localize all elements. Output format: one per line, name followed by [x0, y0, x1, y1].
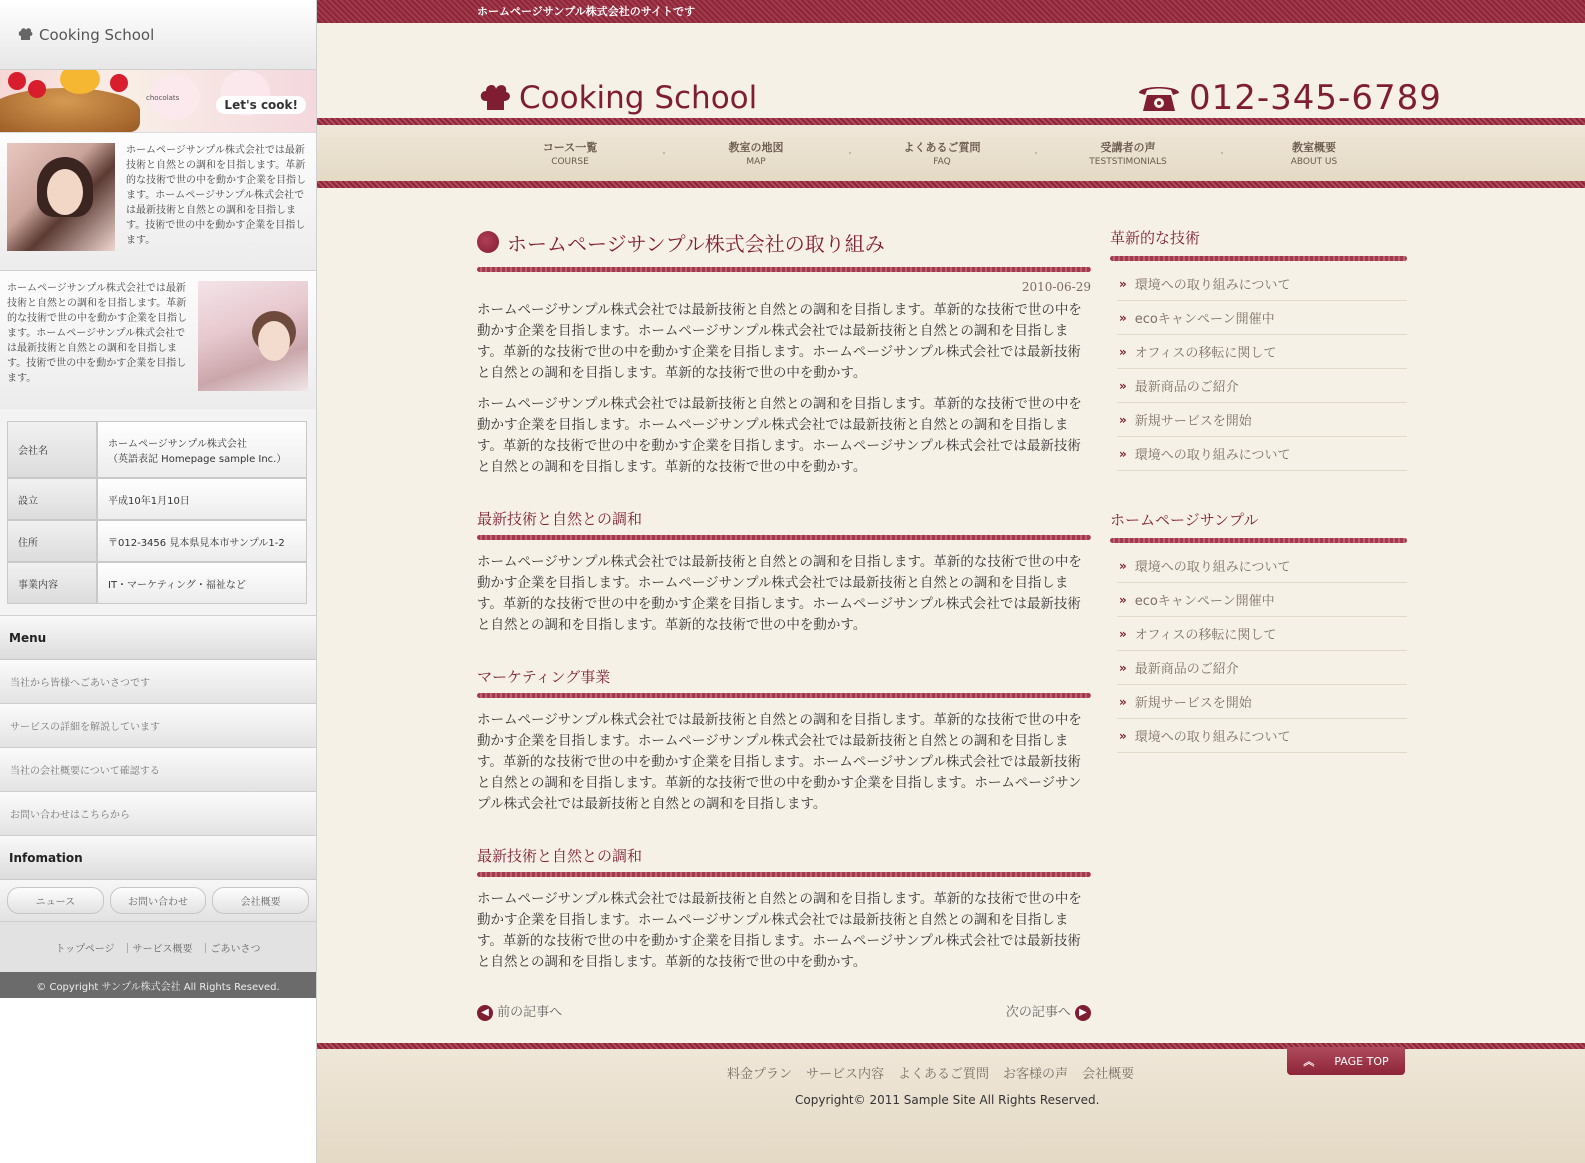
- paragraph: ホームページサンプル株式会社では最新技術と自然との調和を目指します。革新的な技術で世の中を動かす企業を目指します。ホームページサンプル株式会社では最新技術と自然との調和を目指します。革新的な技術で世の中を動かす企業を目指します。ホームページサンプル株式会社では最新技術と自然との調和を目指します。革新的な技術で世の中を動かす。: [477, 891, 1082, 970]
- double-chevron-icon: »: [1119, 344, 1127, 359]
- phone-text: 012-345-6789: [1189, 78, 1442, 118]
- paragraph: ホームページサンプル株式会社では最新技術と自然との調和を目指します。革新的な技術で世の中を動かす企業を目指します。ホームページサンプル株式会社では最新技術と自然との調和を目指します。革新的な技術で世の中を動かす企業を目指します。ホームページサンプル株式会社では最新技術と自然との調和を目指します。革新的な技術で世の中を動かす。: [477, 396, 1082, 475]
- footer-link-voices[interactable]: お客様の声: [1003, 1067, 1069, 1082]
- post-date: 2010-06-29: [1021, 280, 1091, 294]
- left-sidebar: [0, 0, 317, 1163]
- table-key: 会社名: [7, 421, 97, 478]
- sidebar-copyright: © Copyright サンプル株式会社 All Rights Reseved.: [0, 972, 316, 998]
- profile-text: ホームページサンプル株式会社では最新技術と自然との調和を目指します。革新的な技術で世の中を動かす企業を目指します。ホームページサンプル株式会社では最新技術と自然との調和を目指します。技術で世の中を動かす企業を目指します。: [126, 145, 306, 246]
- main-article: [477, 225, 1091, 1021]
- title-bullet-icon: [477, 231, 499, 253]
- footer-link-about[interactable]: 会社概要: [1082, 1067, 1135, 1082]
- double-chevron-icon: »: [1119, 310, 1127, 325]
- banner-lets-cook: Let's cook!: [216, 96, 306, 114]
- info-heading: Infomation: [0, 836, 316, 880]
- footer-link-faq[interactable]: よくあるご質問: [898, 1067, 990, 1082]
- divider: [1110, 538, 1407, 543]
- section-heading: 最新技術と自然との調和: [477, 847, 643, 865]
- side-link[interactable]: » 環境への取り組みについて: [1117, 549, 1407, 583]
- menu-item-contact[interactable]: お問い合わせはこちらから: [0, 792, 316, 836]
- side-link[interactable]: » オフィスの移転に関して: [1117, 617, 1407, 651]
- side-link[interactable]: » 新規サービスを開始: [1117, 685, 1407, 719]
- contact-button[interactable]: お問い合わせ: [110, 887, 207, 914]
- site-footer: [317, 1043, 1585, 1163]
- divider: [477, 535, 1091, 540]
- right-sidebar: [1110, 225, 1407, 753]
- side-link[interactable]: » オフィスの移転に関して: [1117, 335, 1407, 369]
- menu-item-greeting[interactable]: 当社から皆様へごあいさつです: [0, 660, 316, 704]
- table-value: IT・マーケティング・福祉など: [97, 562, 307, 604]
- paragraph: ホームページサンプル株式会社では最新技術と自然との調和を目指します。革新的な技術で世の中を動かす企業を目指します。ホームページサンプル株式会社では最新技術と自然との調和を目指します。革新的な技術で世の中を動かす企業を目指します。ホームページサンプル株式会社では最新技術と自然との調和を目指します。革新的な技術で世の中を動かす企業を目指します。ホームページサンプル株式会社では最新技術と自然との調和を目指します。: [477, 712, 1082, 812]
- global-nav: [317, 118, 1585, 188]
- banner-strawberry: [8, 72, 26, 90]
- arrow-right-icon: ▶: [1075, 1005, 1091, 1021]
- menu-item-services[interactable]: サービスの詳細を解説しています: [0, 704, 316, 748]
- paragraph: ホームページサンプル株式会社では最新技術と自然との調和を目指します。革新的な技術で世の中を動かす企業を目指します。ホームページサンプル株式会社では最新技術と自然との調和を目指します。革新的な技術で世の中を動かす企業を目指します。ホームページサンプル株式会社では最新技術と自然との調和を目指します。革新的な技術で世の中を動かす。: [477, 302, 1082, 381]
- pager: [477, 1001, 1091, 1021]
- info-buttons: [0, 880, 316, 922]
- footer-link-greeting[interactable]: ｜ごあいさつ: [200, 943, 261, 955]
- company-table: [7, 421, 307, 604]
- nav-item-about[interactable]: 教室概要 ABOUT US: [1290, 141, 1338, 167]
- about-button[interactable]: 会社概要: [212, 887, 309, 914]
- side-list: [1117, 267, 1407, 471]
- nav-item-map[interactable]: 教室の地図 MAP: [663, 125, 849, 181]
- divider: [477, 872, 1091, 877]
- banner-small-text: chocolats: [146, 94, 180, 102]
- paragraph: ホームページサンプル株式会社では最新技術と自然との調和を目指します。革新的な技術で世の中を動かす企業を目指します。ホームページサンプル株式会社では最新技術と自然との調和を目指します。革新的な技術で世の中を動かす企業を目指します。ホームページサンプル株式会社では最新技術と自然との調和を目指します。革新的な技術で世の中を動かす。: [477, 554, 1082, 633]
- page-top-button[interactable]: ︽ PAGE TOP: [1287, 1047, 1405, 1075]
- footer-copyright: Copyright© 2011 Sample Site All Rights Reserved.: [795, 1093, 1100, 1107]
- sidebar-logo-text: Cooking School: [39, 25, 155, 44]
- banner-strawberry: [28, 80, 46, 98]
- side-link[interactable]: » 最新商品のご紹介: [1117, 651, 1407, 685]
- footer-link-top[interactable]: トップページ: [55, 943, 115, 955]
- double-chevron-icon: »: [1119, 626, 1127, 641]
- double-chevron-icon: »: [1119, 592, 1127, 607]
- table-row: [7, 421, 307, 478]
- section-heading: 最新技術と自然との調和: [477, 510, 643, 528]
- table-value: 平成10年1月10日: [97, 478, 307, 520]
- double-chevron-icon: »: [1119, 276, 1127, 291]
- side-heading: ホームページサンプル: [1110, 511, 1259, 529]
- side-heading: 革新的な技術: [1110, 229, 1201, 247]
- divider: [477, 693, 1091, 698]
- side-link[interactable]: » ecoキャンペーン開催中: [1117, 301, 1407, 335]
- phone-icon: [1137, 83, 1181, 113]
- site-main: [317, 0, 1585, 1163]
- table-value: ホームページサンプル株式会社 （英語表記 Homepage sample Inc.）: [97, 421, 307, 478]
- footer-links: [727, 1063, 1134, 1082]
- nav-item-faq[interactable]: よくあるご質問 FAQ: [849, 125, 1035, 181]
- table-row: [7, 520, 307, 562]
- table-value: 〒012-3456 見本県見本市サンプル1-2: [97, 520, 307, 562]
- news-button[interactable]: ニュース: [7, 887, 104, 914]
- profile-photo: [198, 281, 308, 391]
- prev-post-link[interactable]: ◀ 前の記事へ: [477, 1001, 562, 1021]
- profile-block-1: [0, 133, 316, 271]
- double-chevron-icon: »: [1119, 558, 1127, 573]
- table-key: 事業内容: [7, 562, 97, 604]
- double-chevron-icon: »: [1119, 378, 1127, 393]
- divider: [477, 267, 1091, 272]
- profile-photo: [7, 143, 115, 251]
- menu-heading: Menu: [0, 616, 316, 660]
- table-key: 設立: [7, 478, 97, 520]
- arrow-left-icon: ◀: [477, 1005, 493, 1021]
- phone-number[interactable]: [1137, 78, 1442, 118]
- side-list: [1117, 549, 1407, 753]
- footer-link-services[interactable]: サービス内容: [806, 1067, 885, 1082]
- sidebar-logo[interactable]: [0, 0, 316, 70]
- site-logo[interactable]: [479, 80, 757, 116]
- divider: [1110, 256, 1407, 261]
- side-link[interactable]: » 新規サービスを開始: [1117, 403, 1407, 437]
- footer-link-service[interactable]: ｜サービス概要: [122, 943, 193, 955]
- banner-strawberry: [110, 74, 128, 92]
- profile-text: ホームページサンプル株式会社では最新技術と自然との調和を目指します。革新的な技術で世の中を動かす企業を目指します。ホームページサンプル株式会社では最新技術と自然との調和を目指します。技術で世の中を動かす企業を目指します。: [7, 283, 187, 384]
- table-row: [7, 562, 307, 604]
- sidebar-banner[interactable]: [0, 70, 316, 133]
- next-post-link[interactable]: 次の記事へ ▶: [1006, 1001, 1091, 1021]
- side-link[interactable]: » 環境への取り組みについて: [1117, 437, 1407, 471]
- table-key: 住所: [7, 520, 97, 562]
- double-chevron-icon: »: [1119, 660, 1127, 675]
- profile-block-2: [0, 271, 316, 410]
- chef-hat-icon: [18, 28, 33, 41]
- top-bar: [317, 0, 1585, 23]
- double-chevron-icon: »: [1119, 446, 1127, 461]
- double-chevron-icon: »: [1119, 694, 1127, 709]
- section-heading: マーケティング事業: [477, 668, 611, 686]
- sidebar-footer-links: [0, 922, 316, 972]
- side-link[interactable]: » 最新商品のご紹介: [1117, 369, 1407, 403]
- table-row: [7, 478, 307, 520]
- site-header: [317, 23, 1585, 118]
- side-link[interactable]: » 環境への取り組みについて: [1117, 267, 1407, 301]
- menu-item-company[interactable]: 当社の会社概要について確認する: [0, 748, 316, 792]
- side-link[interactable]: » ecoキャンペーン開催中: [1117, 583, 1407, 617]
- site-tagline: ホームページサンプル株式会社のサイトです: [477, 5, 696, 18]
- banner-cake: [0, 88, 140, 132]
- double-chevron-up-icon: ︽: [1303, 1055, 1315, 1068]
- double-chevron-icon: »: [1119, 728, 1127, 743]
- nav-item-course[interactable]: コース一覧 COURSE: [477, 125, 663, 181]
- chef-hat-icon: [479, 83, 511, 113]
- side-link[interactable]: » 環境への取り組みについて: [1117, 719, 1407, 753]
- footer-link-pricing[interactable]: 料金プラン: [727, 1067, 793, 1082]
- nav-item-testimonials[interactable]: 受講者の声 TESTSTIMONIALS: [1035, 125, 1221, 181]
- site-logo-text: Cooking School: [519, 80, 758, 116]
- page-title: ホームページサンプル株式会社の取り組み: [507, 231, 885, 256]
- double-chevron-icon: »: [1119, 412, 1127, 427]
